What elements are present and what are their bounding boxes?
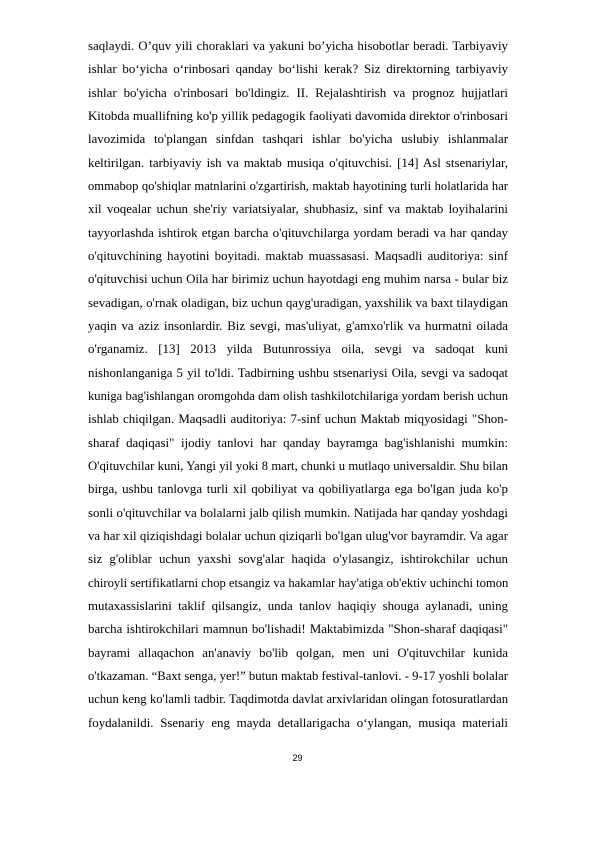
text-line: ishlab chiqilgan. Maqsadli auditoriya: 7-sinf uchun Maktab miqyosidagi "Shon- [88, 412, 508, 427]
text-line: kuniga bag'ishlangan oromgohda dam olish tashkilotchilariga yordam berish uchun [88, 388, 508, 403]
text-line: saqlaydi. O’quv yili choraklari va yakuni bo’yicha hisobotlar beradi. Tarbiyaviy [88, 39, 508, 53]
text-line: va har xil qiziqishdagi bolalar uchun qiziqarli bo'lgan ulug'vor bayramdir. Va agar [88, 528, 508, 543]
text-line: o'rganamiz. [13] 2013 yilda Butunrossiya oila, sevgi va sadoqat kuni [88, 342, 508, 357]
text-line: nishonlanganiga 5 yil to'ldi. Tadbirning ushbu stsenariysi Oila, sevgi va sadoqat [88, 365, 508, 380]
text-line: sevadigan, o'rnak oladigan, biz uchun qayg'uradigan, yaxshilik va baxt tilaydigan [88, 295, 508, 310]
text-line: ommabop qo'shiqlar matnlarini o'zgartirish, maktab hayotining turli holatlarida har [88, 178, 508, 193]
body-text [88, 35, 508, 735]
text-line: lavozimida to'plangan sinfdan tashqari ishlar bo'yicha uslubiy ishlanmalar [88, 132, 508, 147]
text-line: O'qituvchilar kuni, Yangi yil yoki 8 mart, chunki u mutlaqo universaldir. Shu bilan [88, 458, 508, 473]
text-line: uchun keng ko'lamli tadbir. Taqdimotda davlat arxivlaridan olingan fotosuratlardan [88, 692, 508, 707]
text-line: ishlar bo'yicha o'rinbosari bo'ldingiz. II. Rejalashtirish va prognoz hujjatlari [88, 85, 508, 100]
text-line: o'qituvchining hayotini boyitadi. maktab muassasasi. Maqsadli auditoriya: sinf [88, 248, 508, 263]
text-line: o'tkazaman. “Baxt senga, yer!” butun maktab festival-tanlovi. - 9-17 yoshli bolalar [88, 668, 508, 683]
text-line: keltirilgan. tarbiyaviy ish va maktab musiqa o'qituvchisi. [14] Asl stsenariylar, [88, 155, 508, 170]
text-line: chiroyli sertifikatlarni chop etsangiz va hakamlar hay'atiga ob'ektiv uchinchi tomon [88, 575, 508, 590]
text-line: yaqin va aziz insonlardir. Biz sevgi, mas'uliyat, g'amxo'rlik va hurmatni oilada [88, 318, 508, 333]
text-line: sonli o'qituvchilar va bolalarni jalb qilish mumkin. Natijada har qanday yoshdagi [88, 505, 508, 520]
text-line: siz g'oliblar uchun yaxshi sovg'alar haqida o'ylasangiz, ishtirokchilar uchun [88, 552, 508, 567]
text-line: Kitobda muallifning ko'p yillik pedagogik faoliyati davomida direktor o'rinbosari [88, 108, 508, 123]
text-line: mutaxassislarini taklif qilsangiz, unda tanlov haqiqiy shouga aylanadi, uning [88, 598, 508, 613]
text-line: foydalanildi. Ssenariy eng mayda detallarigacha o‘ylangan, musiqa materiali [88, 715, 508, 730]
text-line: ishlar bo‘yicha o‘rinbosari qanday bo‘lishi kerak? Siz direktorning tarbiyaviy [88, 62, 508, 77]
page-number: 29 [292, 753, 303, 763]
text-line: xil voqealar uchun she'riy variatsiyalar, shubhasiz, sinf va maktab loyihalarini [88, 202, 508, 217]
text-line: tayyorlashda ishtirok etgan barcha o'qituvchilarga yordam beradi va har qanday [88, 225, 508, 240]
text-line: sharaf daqiqasi" ijodiy tanlovi har qanday bayramga bag'ishlanishi mumkin: [88, 435, 508, 450]
text-line: birga, ushbu tanlovga turli xil qobiliyat va qobiliyatlarga ega bo'lgan juda ko'p [88, 482, 508, 497]
text-line: barcha ishtirokchilari mamnun bo'lishadi! Maktabimizda "Shon-sharaf daqiqasi" [88, 622, 508, 637]
text-line: bayrami allaqachon an'anaviy bo'lib qolgan, men uni O'qituvchilar kunida [88, 645, 508, 660]
text-line: o'qituvchisi uchun Oila har birimiz uchun hayotdagi eng muhim narsa - bular biz [88, 272, 508, 287]
